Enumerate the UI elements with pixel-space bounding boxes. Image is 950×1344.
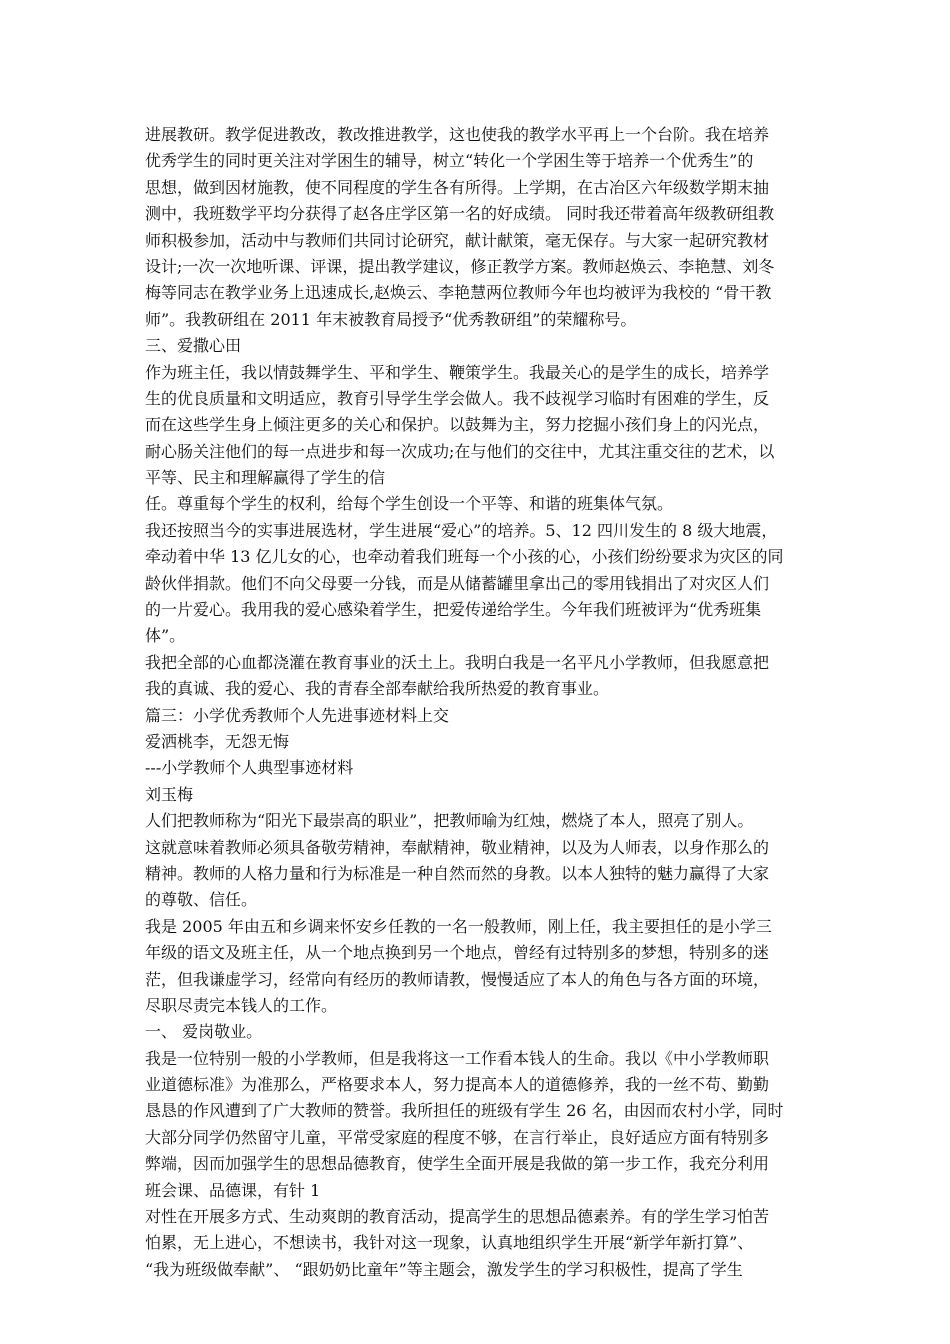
text-line: 的一片爱心。我用我的爱心感染着学生，把爱传递给学生。今年我们班被评为“优秀班集 bbox=[145, 600, 762, 620]
text-line: 对性在开展多方式、生动爽朗的教育活动，提高学生的思想品德素养。有的学生学习怕苦 bbox=[145, 1207, 770, 1227]
text-line: 尽职尽责完本钱人的工作。 bbox=[145, 995, 338, 1015]
text-line: 班会课、品德课，有针 1 bbox=[145, 1180, 321, 1200]
text-line: 茫，但我谦虚学习，经常向有经历的教师请教，慢慢适应了本人的角色与各方面的环境， bbox=[145, 969, 770, 989]
text-line: 我是 2005 年由五和乡调来怀安乡任教的一名一般教师，刚上任，我主要担任的是小学三 bbox=[145, 916, 772, 936]
text-line: 测中，我班数学平均分获得了赵各庄学区第一名的好成绩。 同时我还带着高年级教研组教 bbox=[145, 204, 775, 224]
text-line: 我的真诚、我的爱心、我的青春全部奉献给我所热爱的教育事业。 bbox=[145, 679, 610, 699]
text-line: 优秀学生的同时更关注对学困生的辅导，树立“转化一个学困生等于培养一个优秀生”的 bbox=[145, 151, 754, 171]
text-line: 年级的语文及班主任，从一个地点换到另一个地点，曾经有过特别多的梦想，特别多的迷 bbox=[145, 943, 770, 963]
text-line: 师积极参加，活动中与教师们共同讨论研究，献计献策，毫无保存。与大家一起研究教材 bbox=[145, 230, 770, 250]
text-line: 我还按照当今的实事进展选材，学生进展“爱心”的培养。5、12 四川发生的 8 级大地震， bbox=[145, 520, 778, 540]
text-line: 大部分同学仍然留守儿童，平常受家庭的程度不够，在言行举止，良好适应方面有特别多 bbox=[145, 1127, 770, 1147]
article-subtitle: ---小学教师个人典型事迹材料 bbox=[145, 758, 354, 778]
text-line: 设计;一次一次地听课、评课，提出教学建议，修正教学方案。教师赵焕云、李艳慧、刘冬 bbox=[145, 256, 775, 276]
text-line: 龄伙伴捐款。他们不向父母要一分钱，而是从储蓄罐里拿出己的零用钱捐出了对灾区人们 bbox=[145, 573, 770, 593]
text-line: 我把全部的心血都浇灌在教育事业的沃土上。我明白我是一名平凡小学教师，但我愿意把 bbox=[145, 652, 770, 672]
text-line: 的尊敬、信任。 bbox=[145, 890, 258, 910]
text-line: 梅等同志在教学业务上迅速成长,赵焕云、李艳慧两位教师今年也均被评为我校的 “骨干教 bbox=[145, 283, 772, 303]
text-line: 进展教研。教学促进教改，教改推进教学，这也使我的教学水平再上一个台阶。我在培养 bbox=[145, 125, 770, 144]
text-line: “我为班级做奉献”、 “跟奶奶比童年”等主题会，激发学生的学习积极性，提高了学生 bbox=[145, 1259, 743, 1279]
text-line: 思想，做到因材施教，使不同程度的学生各有所得。上学期，在古冶区六年级数学期末抽 bbox=[145, 177, 770, 197]
text-line: 牵动着中华 13 亿儿女的心，也牵动着我们班每一个小孩的心，小孩们纷纷要求为灾区的同 bbox=[145, 547, 784, 567]
text-line: 业道德标准》为准那么，严格要求本人，努力提高本人的道德修养，我的一丝不苟、勤勤 bbox=[145, 1075, 770, 1095]
text-line: 作为班主任，我以情鼓舞学生、平和学生、鞭策学生。我最关心的是学生的成长，培养学 bbox=[145, 362, 770, 382]
text-line: 师”。我教研组在 2011 年末被教育局授予“优秀教研组”的荣耀称号。 bbox=[145, 309, 637, 329]
section-heading: 一、 爱岗敬业。 bbox=[145, 1022, 263, 1042]
text-line: 体”。 bbox=[145, 626, 186, 646]
text-line: 平等、民主和理解赢得了学生的信 bbox=[145, 468, 386, 488]
article-subtitle: 爱洒桃李，无怨无悔 bbox=[145, 731, 290, 751]
section-heading: 三、爱撒心田 bbox=[145, 336, 242, 356]
text-line: 我是一位特别一般的小学教师，但是我将这一工作看本钱人的生命。我以《中小学教师职 bbox=[145, 1048, 770, 1068]
text-line: 而在这些学生身上倾注更多的关心和保护。以鼓舞为主，努力挖掘小孩们身上的闪光点， bbox=[145, 415, 770, 435]
text-line: 人们把教师称为“阳光下最崇高的职业”，把教师喻为红烛，燃烧了本人，照亮了别人。 bbox=[145, 811, 754, 831]
text-line: 怕累，无上进心，不想读书，我针对这一现象，认真地组织学生开展“新学年新打算”、 bbox=[145, 1233, 754, 1253]
text-line: 任。尊重每个学生的权利，给每个学生创设一个平等、和谐的班集体气氛。 bbox=[145, 494, 674, 514]
text-line: 耐心肠关注他们的每一点进步和每一次成功;在与他们的交往中，尤其注重交往的艺术，以 bbox=[145, 441, 775, 461]
text-line: 恳恳的作风遭到了广大教师的赞誉。我所担任的班级有学生 26 名，由因而农村小学，同时 bbox=[145, 1101, 784, 1121]
document-body bbox=[145, 122, 817, 1283]
text-line: 精神。教师的人格力量和行为标准是一种自然而然的身教。以本人独特的魅力赢得了大家 bbox=[145, 863, 770, 883]
text-line: 这就意味着教师必须具备敬劳精神，奉献精神，敬业精神，以及为人师表，以身作那么的 bbox=[145, 837, 770, 857]
author-name: 刘玉梅 bbox=[145, 784, 194, 804]
text-line: 弊端，因而加强学生的思想品德教育，使学生全面开展是我做的第一步工作，我充分利用 bbox=[145, 1154, 770, 1174]
article-title: 篇三：小学优秀教师个人先进事迹材料上交 bbox=[145, 705, 450, 725]
text-line: 生的优良质量和文明适应，教育引导学生学会做人。我不歧视学习临时有困难的学生，反 bbox=[145, 388, 770, 408]
